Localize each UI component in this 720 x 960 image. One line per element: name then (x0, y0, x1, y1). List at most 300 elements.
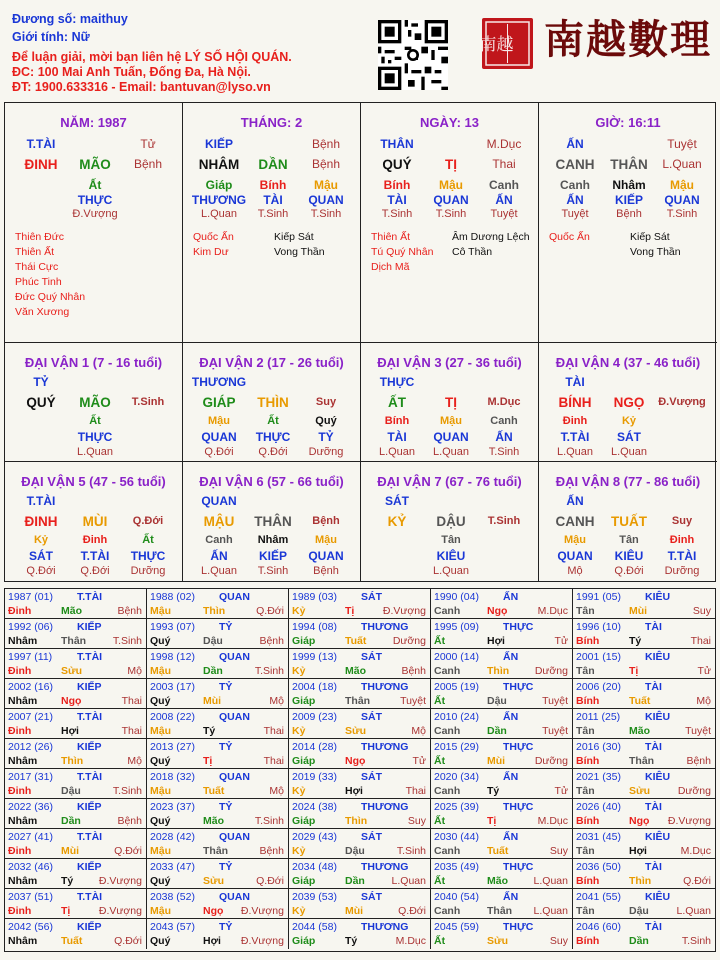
year-god: ẤN (503, 771, 519, 783)
hidden-god: ẤN (495, 193, 513, 207)
hidden-god: TÀI (387, 430, 407, 444)
hidden-stem: Mậu (315, 534, 337, 546)
dai-van-branch: THÂN (254, 514, 292, 529)
dai-van-god: THƯƠNG (191, 375, 247, 389)
hidden-star: Q.Đới (26, 565, 56, 577)
year-stem: Giáp (292, 635, 316, 647)
hidden-stem: Mậu (440, 415, 462, 427)
dai-van-state: Suy (315, 396, 337, 408)
hidden-stem: Nhâm (257, 534, 289, 546)
pillar-star: Tuyệt (667, 137, 697, 151)
year-label: 1989 (03) (292, 591, 337, 603)
dai-van-title: ĐẠI VẬN 1 (7 - 16 tuổi) (24, 355, 163, 370)
year-branch: Thìn (345, 815, 368, 827)
year-state: L.Quan (676, 905, 711, 917)
year-label: 2042 (56) (8, 921, 53, 933)
hidden-stem: Tân (619, 534, 639, 546)
dai-van-branch: MÙI (82, 514, 108, 529)
year-stem: Mậu (150, 845, 171, 857)
year-state: Đ.Vượng (98, 905, 142, 917)
year-god: KIẾP (77, 921, 102, 933)
year-stem: Canh (434, 785, 461, 797)
dai-van-cell (5, 343, 183, 462)
hidden-star: Q.Đới (204, 446, 234, 458)
hidden-god: T.TÀI (80, 549, 110, 563)
dai-van-branch: TỊ (445, 395, 457, 410)
dai-van-stem: ẤT (388, 395, 406, 410)
dai-van-title: ĐẠI VẬN 6 (57 - 66 tuổi) (199, 474, 344, 489)
year-label: 2016 (30) (576, 741, 621, 753)
year-stem: Nhâm (8, 875, 38, 887)
pillar-cell (183, 103, 361, 343)
year-cell (147, 739, 289, 769)
year-cell (147, 799, 289, 829)
year-label: 2030 (44) (434, 831, 479, 843)
hidden-star: Mộ (567, 565, 583, 577)
dai-van-stem: GIÁP (202, 395, 236, 410)
year-branch: Dậu (345, 845, 365, 857)
year-cell (431, 739, 573, 769)
year-label: 1998 (12) (150, 651, 195, 663)
year-branch: Dậu (487, 695, 507, 707)
hidden-star: L.Quan (200, 565, 238, 577)
year-state: Bệnh (686, 755, 711, 767)
year-label: 1994 (08) (292, 621, 337, 633)
year-god: T.TÀI (77, 891, 103, 903)
year-stem: Tân (576, 785, 595, 797)
year-state: Suy (407, 815, 426, 827)
year-god: ẤN (503, 651, 519, 663)
year-label: 2045 (59) (434, 921, 479, 933)
year-stem: Kỷ (292, 785, 306, 797)
dai-van-title: ĐẠI VẬN 4 (37 - 46 tuổi) (555, 355, 701, 370)
year-label: 2033 (47) (150, 861, 195, 873)
dai-van-god: TỶ (33, 375, 49, 389)
year-label: 2040 (54) (434, 891, 479, 903)
dai-van-god: TÀI (565, 375, 585, 389)
year-label: 2036 (50) (576, 861, 621, 873)
year-state: T.Sinh (254, 665, 284, 677)
year-state: Thai (121, 725, 142, 737)
year-label: 1988 (02) (150, 591, 195, 603)
year-branch: Dần (61, 815, 81, 827)
hidden-star: Q.Đới (80, 565, 110, 577)
year-stem: Canh (434, 905, 461, 917)
year-stem: Đinh (8, 905, 32, 917)
year-label: 2003 (17) (150, 681, 195, 693)
pillar-branch: THÂN (610, 157, 648, 172)
year-cell (147, 889, 289, 919)
year-branch: Thân (203, 845, 229, 857)
year-state: Tuyệt (542, 695, 568, 707)
phone-email-line: ĐT: 1900.633316 - Email: bantuvan@lyso.vn (12, 80, 271, 94)
hidden-stem: Canh (560, 178, 590, 192)
year-stem: Nhâm (8, 815, 38, 827)
year-label: 2012 (26) (8, 741, 53, 753)
year-branch: Tuất (345, 635, 367, 647)
year-branch: Tý (629, 635, 642, 647)
hidden-star: Tuyệt (561, 208, 589, 220)
year-label: 2043 (57) (150, 921, 195, 933)
dai-van-god: T.TÀI (26, 494, 56, 508)
year-god: THỰC (503, 621, 534, 633)
year-state: Đ.Vượng (240, 935, 284, 947)
hidden-star: T.Sinh (381, 208, 413, 220)
year-god: QUAN (219, 651, 250, 663)
pillar-god: ẤN (566, 137, 584, 151)
shen-sha-star: Dịch Mã (371, 261, 410, 273)
year-label: 1999 (13) (292, 651, 337, 663)
shen-sha-star: Quốc Ấn (549, 231, 590, 243)
dai-van-state: M.Dục (487, 396, 521, 408)
pillar-cell (539, 103, 717, 343)
year-stem: Quý (150, 875, 171, 887)
year-label: 2010 (24) (434, 711, 479, 723)
year-cell (5, 649, 147, 679)
year-state: Bệnh (117, 605, 142, 617)
year-stem: Quý (150, 815, 171, 827)
hidden-stem: Ất (267, 415, 279, 427)
year-god: SÁT (361, 771, 382, 783)
year-god: TÀI (645, 741, 662, 753)
pillar-branch-state: L.Quan (662, 157, 702, 171)
year-state: Thai (263, 755, 284, 767)
hidden-god: THỰC (77, 430, 113, 444)
year-stem: Đinh (8, 605, 32, 617)
year-god: TỶ (219, 681, 233, 693)
year-state: Bệnh (259, 845, 284, 857)
hidden-star: L.Quan (556, 446, 594, 458)
year-branch: Dần (345, 875, 365, 887)
year-god: KIÊU (645, 831, 671, 843)
hidden-god: SÁT (29, 549, 53, 563)
year-state: Dưỡng (534, 665, 568, 677)
pillar-cell (5, 103, 183, 343)
year-god: THỰC (503, 741, 534, 753)
year-state: Q.Đới (683, 875, 711, 887)
annual-luck-table (4, 588, 716, 952)
hidden-stem: Đinh (669, 534, 695, 546)
year-label: 2013 (27) (150, 741, 195, 753)
year-branch: Thìn (203, 605, 226, 617)
gender: Giới tính: Nữ (12, 30, 90, 44)
year-state: Mộ (269, 785, 284, 797)
year-state: Dưỡng (392, 635, 426, 647)
year-god: THƯƠNG (361, 681, 409, 693)
year-cell (5, 889, 147, 919)
year-label: 2017 (31) (8, 771, 53, 783)
seal-char-1: 南越 (480, 35, 514, 55)
year-state: M.Dục (680, 845, 711, 857)
year-state: Đ.Vượng (382, 605, 426, 617)
year-label: 2039 (53) (292, 891, 337, 903)
shen-sha-star: Tú Quý Nhân (371, 246, 434, 258)
year-state: Q.Đới (114, 845, 142, 857)
year-cell (573, 859, 715, 889)
year-god: T.TÀI (77, 831, 103, 843)
year-state: Tử (697, 665, 711, 677)
year-label: 1995 (09) (434, 621, 479, 633)
hidden-stem: Tân (441, 534, 461, 546)
year-cell (289, 829, 431, 859)
year-branch: Mão (629, 725, 650, 737)
year-label: 2031 (45) (576, 831, 621, 843)
dai-van-cell (5, 462, 183, 581)
year-cell (573, 649, 715, 679)
hidden-star: Dưỡng (308, 446, 344, 458)
shen-sha-star: Văn Xương (15, 306, 70, 318)
year-cell (5, 799, 147, 829)
year-god: TÀI (645, 801, 662, 813)
year-state: M.Dục (395, 935, 426, 947)
year-god: KIẾP (77, 681, 102, 693)
year-stem: Đinh (8, 785, 32, 797)
hidden-stem: Đinh (562, 415, 588, 427)
year-stem: Đinh (8, 725, 32, 737)
qr-code-icon[interactable] (378, 20, 448, 90)
hidden-star: Tuyệt (490, 208, 518, 220)
hidden-star: L.Quan (432, 565, 470, 577)
year-branch: Sửu (629, 785, 651, 797)
year-label: 2035 (49) (434, 861, 479, 873)
year-state: L.Quan (533, 875, 568, 887)
hidden-star: L.Quan (378, 446, 416, 458)
year-cell (5, 709, 147, 739)
year-branch: Thìn (629, 875, 652, 887)
year-label: 2041 (55) (576, 891, 621, 903)
hidden-god: KIÊU (436, 549, 466, 563)
hidden-star: T.Sinh (488, 446, 520, 458)
hidden-god: QUAN (664, 193, 700, 207)
dai-van-title: ĐẠI VẬN 2 (17 - 26 tuổi) (199, 355, 344, 370)
year-branch: Thìn (61, 755, 84, 767)
year-state: Mộ (127, 665, 142, 677)
year-god: T.TÀI (77, 711, 103, 723)
hidden-stem: Bính (259, 178, 287, 192)
hidden-stem: Kỷ (621, 415, 637, 427)
year-state: Q.Đới (256, 605, 284, 617)
year-branch: Sửu (61, 665, 83, 677)
year-branch: Sửu (487, 935, 509, 947)
year-god: ẤN (503, 711, 519, 723)
hidden-god: QUAN (557, 549, 593, 563)
year-state: Suy (549, 935, 568, 947)
dai-van-branch: DẬU (436, 514, 466, 529)
year-stem: Giáp (292, 755, 316, 767)
year-stem: Giáp (292, 935, 316, 947)
year-god: KIÊU (645, 711, 671, 723)
hidden-god: QUAN (433, 430, 469, 444)
year-branch: Tuất (61, 935, 83, 947)
year-branch: Hợi (629, 845, 647, 857)
hidden-star: L.Quan (76, 446, 114, 458)
hidden-star: T.Sinh (257, 565, 289, 577)
year-stem: Bính (576, 875, 600, 887)
year-branch: Mùi (487, 755, 506, 767)
year-stem: Ất (434, 755, 446, 767)
year-god: SÁT (361, 651, 382, 663)
year-stem: Giáp (292, 875, 316, 887)
pillar-cell (361, 103, 539, 343)
year-branch: Dậu (61, 785, 81, 797)
hidden-god: ẤN (566, 193, 584, 207)
hidden-stem: Ất (142, 534, 154, 546)
year-stem: Bính (576, 755, 600, 767)
shen-sha-star: Thiên Đức (15, 231, 65, 243)
year-god: ẤN (503, 891, 519, 903)
hidden-star: Đ.Vượng (72, 208, 118, 220)
shen-sha-star: Quốc Ấn (193, 231, 234, 243)
year-god: KIẾP (77, 621, 102, 633)
pillar-star: M.Dục (486, 137, 522, 151)
hidden-stem: Ất (88, 178, 102, 192)
shen-sha-star: Kim Dư (193, 246, 229, 258)
hidden-god: ẤN (495, 430, 513, 444)
hidden-god: TÀI (263, 193, 283, 207)
year-stem: Nhâm (8, 635, 38, 647)
year-branch: Sửu (345, 725, 367, 737)
year-cell (573, 589, 715, 619)
year-label: 2011 (25) (576, 711, 621, 723)
year-stem: Tân (576, 905, 595, 917)
year-label: 2002 (16) (8, 681, 53, 693)
year-state: Dưỡng (677, 785, 711, 797)
year-cell (147, 589, 289, 619)
year-cell (147, 829, 289, 859)
hidden-star: L.Quan (200, 208, 238, 220)
year-label: 2032 (46) (8, 861, 53, 873)
year-branch: Tị (203, 755, 213, 767)
year-branch: Hợi (345, 785, 363, 797)
year-god: KIẾP (77, 801, 102, 813)
year-god: THƯƠNG (361, 921, 409, 933)
year-branch: Tuất (487, 845, 509, 857)
year-god: THƯƠNG (361, 621, 409, 633)
year-branch: Tý (61, 875, 74, 887)
shen-sha-star: Kiếp Sát (274, 231, 314, 243)
year-cell (289, 889, 431, 919)
year-label: 2026 (40) (576, 801, 621, 813)
year-label: 2009 (23) (292, 711, 337, 723)
dai-van-stem: QUÝ (26, 395, 56, 410)
year-label: 2014 (28) (292, 741, 337, 753)
year-branch: Sửu (203, 875, 225, 887)
year-branch: Ngọ (487, 605, 508, 617)
year-cell (5, 679, 147, 709)
hidden-god: KIẾP (258, 549, 288, 563)
year-state: Thai (263, 725, 284, 737)
year-god: TÀI (645, 681, 662, 693)
year-label: 2022 (36) (8, 801, 53, 813)
year-branch: Dậu (629, 905, 649, 917)
year-state: T.Sinh (112, 635, 142, 647)
year-god: KIÊU (645, 771, 671, 783)
year-branch: Thìn (487, 665, 510, 677)
year-state: Bệnh (259, 635, 284, 647)
year-stem: Canh (434, 665, 461, 677)
year-state: T.Sinh (681, 935, 711, 947)
year-stem: Bính (576, 695, 600, 707)
shen-sha-star: Đức Quý Nhân (15, 291, 86, 303)
shen-sha-star: Cô Thần (452, 246, 493, 258)
year-god: TỶ (219, 861, 233, 873)
hidden-stem: Mậu (439, 178, 463, 192)
year-stem: Canh (434, 725, 461, 737)
year-label: 2007 (21) (8, 711, 53, 723)
year-state: Mộ (269, 695, 284, 707)
year-god: THỰC (503, 921, 534, 933)
hidden-god: THỰC (255, 430, 291, 444)
dai-van-stem: KỶ (387, 514, 407, 529)
year-god: KIÊU (645, 651, 671, 663)
pillar-branch-state: Thai (492, 157, 516, 171)
hidden-stem: Bính (383, 178, 411, 192)
year-god: KIẾP (77, 741, 102, 753)
header (0, 0, 720, 100)
year-state: Tuyệt (685, 725, 711, 737)
year-state: Mộ (411, 725, 426, 737)
year-stem: Nhâm (8, 935, 38, 947)
year-god: SÁT (361, 591, 382, 603)
hidden-stem: Bính (384, 415, 410, 427)
shen-sha-star: Thiên Ất (15, 246, 55, 258)
year-label: 2015 (29) (434, 741, 479, 753)
hidden-stem: Nhâm (612, 178, 646, 192)
pillar-stem: NHÂM (198, 157, 240, 172)
year-stem: Tân (576, 665, 595, 677)
dai-van-cell (361, 343, 539, 462)
year-branch: Mùi (629, 605, 648, 617)
year-branch: Tuất (629, 695, 651, 707)
year-branch: Tý (203, 725, 216, 737)
year-branch: Tị (61, 905, 71, 917)
year-branch: Mùi (345, 905, 364, 917)
hidden-god: THỰC (130, 549, 166, 563)
year-god: QUAN (219, 831, 250, 843)
year-cell (5, 919, 147, 949)
pillar-branch: MÃO (79, 157, 111, 172)
year-god: THƯƠNG (361, 741, 409, 753)
hidden-stem: Giáp (205, 178, 233, 192)
year-state: Dưỡng (534, 755, 568, 767)
year-branch: Ngọ (629, 815, 650, 827)
year-god: TỶ (219, 921, 233, 933)
hidden-god: QUAN (308, 193, 344, 207)
dai-van-title: ĐẠI VẬN 5 (47 - 56 tuổi) (21, 474, 166, 489)
hidden-stem: Mậu (208, 415, 230, 427)
shen-sha-star: Vong Thần (274, 246, 325, 258)
pillar-title: GIỜ: 16:11 (595, 115, 661, 130)
year-branch: Ngọ (345, 755, 366, 767)
dai-van-state: Đ.Vượng (658, 396, 706, 408)
year-stem: Ất (434, 935, 446, 947)
year-label: 2037 (51) (8, 891, 53, 903)
year-cell (289, 649, 431, 679)
year-stem: Ất (434, 875, 446, 887)
hidden-god: T.TÀI (667, 549, 697, 563)
hidden-stem: Canh (490, 415, 518, 427)
year-cell (573, 709, 715, 739)
year-stem: Ất (434, 635, 446, 647)
year-branch: Tý (487, 785, 500, 797)
year-label: 1991 (05) (576, 591, 621, 603)
dai-van-branch: THÌN (257, 395, 289, 410)
year-stem: Kỷ (292, 725, 306, 737)
year-label: 2021 (35) (576, 771, 621, 783)
year-label: 1993 (07) (150, 621, 195, 633)
dai-van-stem: CANH (555, 514, 595, 529)
year-branch: Dậu (203, 635, 223, 647)
